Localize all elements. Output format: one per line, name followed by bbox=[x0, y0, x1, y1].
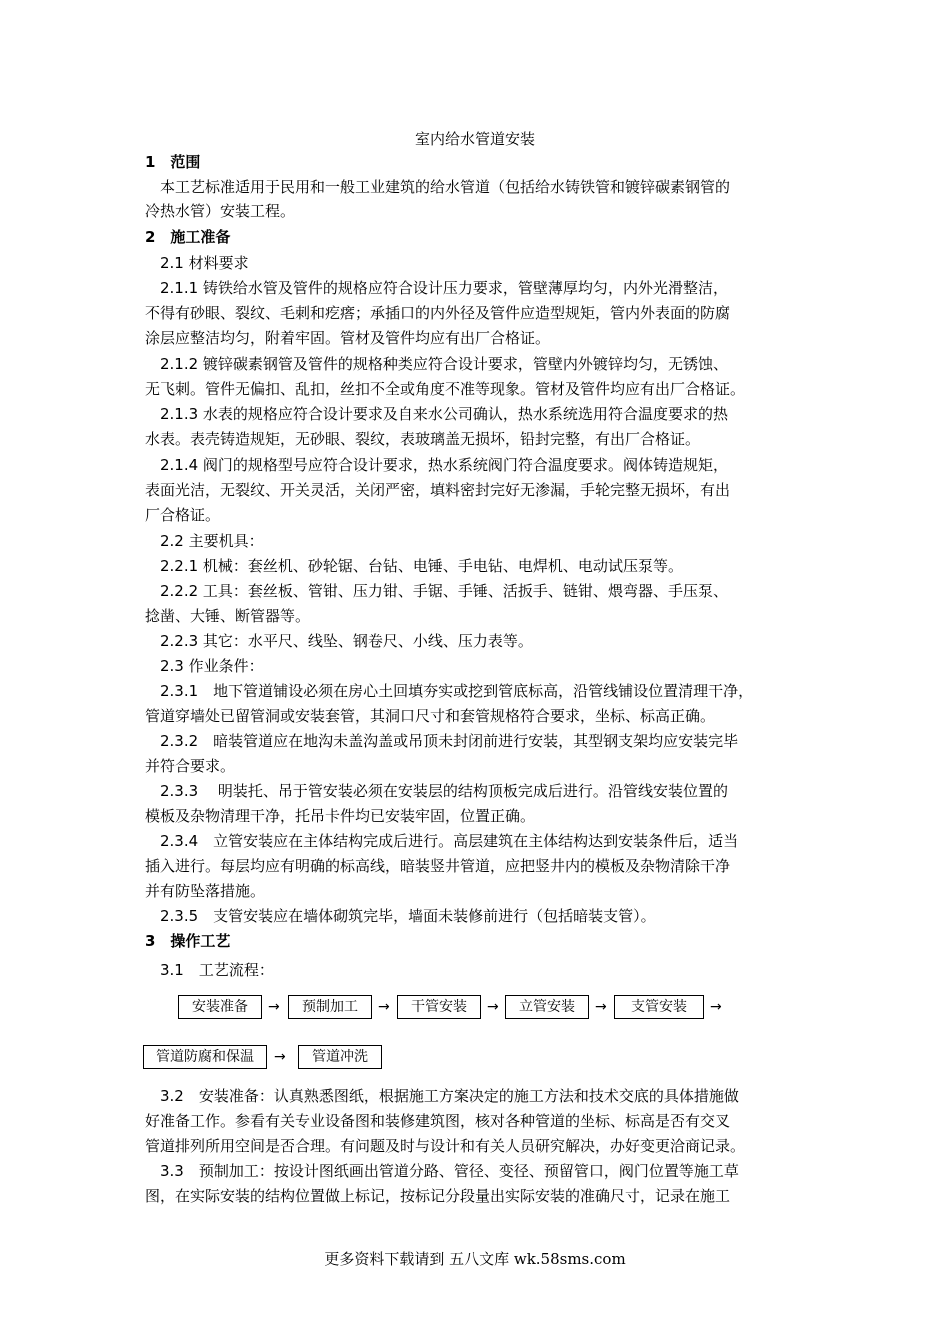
text-line: 2.1.1 铸铁给水管及管件的规格应符合设计压力要求，管壁薄厚均匀，内外光滑整洁， bbox=[145, 279, 728, 297]
text-line: 本工艺标准适用于民用和一般工业建筑的给水管道（包括给水铸铁管和镀锌碳素钢管的 bbox=[145, 178, 731, 196]
text-line: 插入进行。每层均应有明确的标高线，暗装竖井管道，应把竖井内的模板及杂物清除干净 bbox=[145, 857, 731, 875]
text-line: 2.3 作业条件： bbox=[145, 657, 264, 675]
flow-step: 管道防腐和保温 bbox=[143, 1045, 267, 1069]
text-line: 2.1.2 镀锌碳素钢管及管件的规格种类应符合设计要求，管壁内外镀锌均匀，无锈蚀、 bbox=[145, 355, 728, 373]
text-line: 不得有砂眼、裂纹、毛刺和疙瘩；承插口的内外径及管件应造型规矩，管内外表面的防腐 bbox=[145, 304, 731, 322]
text-line: 3.1 工艺流程： bbox=[145, 961, 274, 979]
flow-arrow: → bbox=[487, 999, 499, 1015]
text-line: 2.3.3 明装托、吊于管安装必须在安装层的结构顶板完成后进行。沿管线安装位置的 bbox=[145, 782, 728, 800]
doc-title: 室内给水管道安装 bbox=[414, 130, 535, 148]
flow-arrow: → bbox=[710, 999, 722, 1015]
flow-arrow: → bbox=[274, 1049, 286, 1065]
text-line: 冷热水管）安装工程。 bbox=[145, 202, 296, 220]
text-line: 2.1 材料要求 bbox=[145, 254, 249, 272]
text-line: 2.1.4 阀门的规格型号应符合设计要求，热水系统阀门符合温度要求。阀体铸造规矩， bbox=[145, 456, 728, 474]
text-line: 2.3.1 地下管道铺设必须在房心土回填夯实或挖到管底标高，沿管线铺设位置清理干净， bbox=[145, 682, 754, 700]
text-line: 并有防坠落措施。 bbox=[145, 882, 266, 900]
flow-arrow: → bbox=[595, 999, 607, 1015]
text-line: 模板及杂物清理干净，托吊卡件均已安装牢固，位置正确。 bbox=[145, 807, 536, 825]
text-line: 2.2.2 工具：套丝板、管钳、压力钳、手锯、手锤、活扳手、链钳、煨弯器、手压泵、 bbox=[145, 582, 728, 600]
text-line: 2.2.1 机械：套丝机、砂轮锯、台钻、电锤、手电钻、电焊机、电动试压泵等。 bbox=[145, 557, 683, 575]
text-line: 水表。表壳铸造规矩，无砂眼、裂纹，表玻璃盖无损坏，铅封完整，有出厂合格证。 bbox=[145, 430, 701, 448]
text-line: 厂合格证。 bbox=[145, 506, 221, 524]
flow-step: 干管安装 bbox=[397, 995, 481, 1019]
text-line: 2.3.2 暗装管道应在地沟未盖沟盖或吊顶未封闭前进行安装，其型钢支架均应安装完毕 bbox=[145, 732, 739, 750]
section-heading: 1 范围 bbox=[145, 153, 201, 171]
text-line: 管道排列所用空间是否合理。有问题及时与设计和有关人员研究解决，办好变更洽商记录。 bbox=[145, 1137, 746, 1155]
flow-step: 支管安装 bbox=[614, 995, 704, 1019]
section-heading: 3 操作工艺 bbox=[145, 932, 231, 950]
text-line: 无飞刺。管件无偏扣、乱扣，丝扣不全或角度不准等现象。管材及管件均应有出厂合格证。 bbox=[145, 380, 746, 398]
text-line: 2.2.3 其它：水平尺、线坠、钢卷尺、小线、压力表等。 bbox=[145, 632, 533, 650]
text-line: 3.3 预制加工：按设计图纸画出管道分路、管径、变径、预留管口，阀门位置等施工草 bbox=[145, 1162, 739, 1180]
section-heading: 2 施工准备 bbox=[145, 228, 231, 246]
text-line: 图，在实际安装的结构位置做上标记，按标记分段量出实际安装的准确尺寸，记录在施工 bbox=[145, 1187, 731, 1205]
flow-arrow: → bbox=[268, 999, 280, 1015]
footer-link[interactable]: 更多资料下载请到 五八文库 wk.58sms.com bbox=[324, 1250, 626, 1268]
text-line: 并符合要求。 bbox=[145, 757, 236, 775]
text-line: 2.1.3 水表的规格应符合设计要求及自来水公司确认，热水系统选用符合温度要求的热 bbox=[145, 405, 728, 423]
flow-step: 预制加工 bbox=[288, 995, 372, 1019]
text-line: 表面光洁，无裂纹、开关灵活，关闭严密，填料密封完好无渗漏，手轮完整无损坏，有出 bbox=[145, 481, 731, 499]
text-line: 3.2 安装准备：认真熟悉图纸，根据施工方案决定的施工方法和技术交底的具体措施做 bbox=[145, 1087, 739, 1105]
text-line: 涂层应整洁均匀，附着牢固。管材及管件均应有出厂合格证。 bbox=[145, 329, 551, 347]
text-line: 管道穿墙处已留管洞或安装套管，其洞口尺寸和套管规格符合要求，坐标、标高正确。 bbox=[145, 707, 716, 725]
text-line: 2.3.5 支管安装应在墙体砌筑完毕，墙面未装修前进行（包括暗装支管）。 bbox=[145, 907, 656, 925]
flow-arrow: → bbox=[378, 999, 390, 1015]
text-line: 捻凿、大锤、断管器等。 bbox=[145, 607, 311, 625]
text-line: 2.3.4 立管安装应在主体结构完成后进行。高层建筑在主体结构达到安装条件后，适当 bbox=[145, 832, 739, 850]
text-line: 2.2 主要机具： bbox=[145, 532, 264, 550]
flow-step: 安装准备 bbox=[178, 995, 262, 1019]
flow-step: 管道冲洗 bbox=[298, 1045, 382, 1069]
text-line: 好准备工作。参看有关专业设备图和装修建筑图，核对各种管道的坐标、标高是否有交叉 bbox=[145, 1112, 731, 1130]
flow-step: 立管安装 bbox=[505, 995, 589, 1019]
